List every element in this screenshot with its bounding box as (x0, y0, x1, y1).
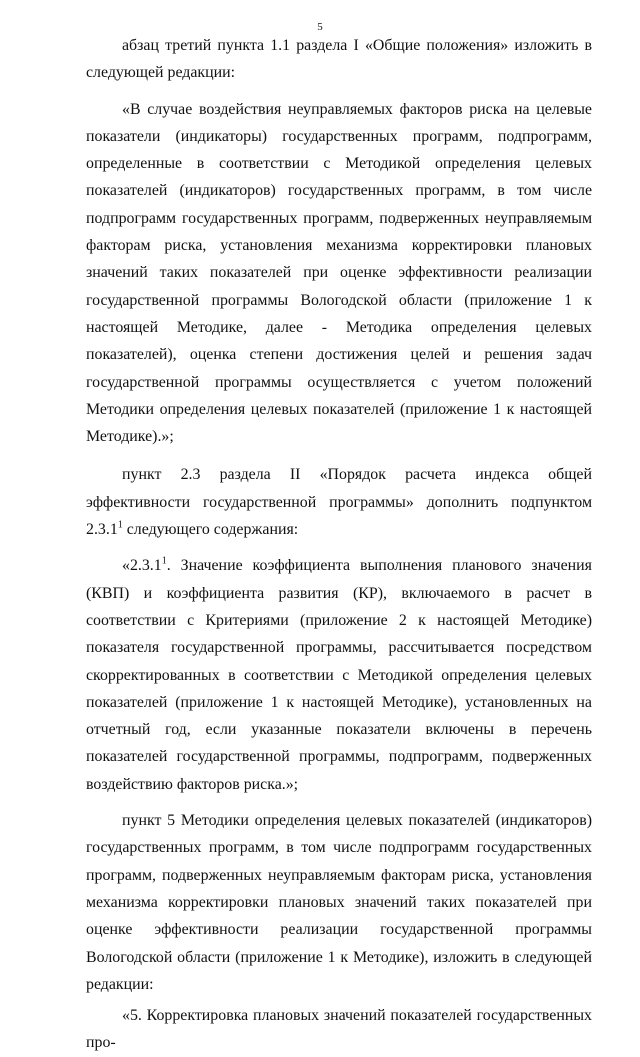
paragraph-text: «В случае воздействия неуправляемых факторов риска на целевые показатели (индикаторы) государственных программ, подпрограмм, определенные в соответствии с Методикой определения целевых показателей (индикаторов) государственных программ, в том числе подпрограмм государственных программ, подверженных неуправляемым факторам риска, установления механизма корректировки плановых значений таких показателей при оценке эффективности реализации государственной программы Вологодской области (приложение 1 к настоящей Методике, далее - Методика определения целевых показателей), оценка степени достижения целей и решения задач государственной программы осуществляется с учетом положений Методики определения целевых показателей (приложение 1 к настоящей Методике).»; (86, 100, 592, 446)
paragraph-text: пункт 2.3 раздела II «Порядок расчета индекса общей эффективности государственной программы» дополнить подпунктом 2.3.1 (86, 466, 592, 539)
paragraph-2-quoted-text (86, 96, 592, 451)
paragraph-5-item-5 (86, 807, 592, 998)
paragraph-text: абзац третий пункта 1.1 раздела I «Общие положения» изложить в следующей редакции: (86, 37, 592, 82)
paragraph-text: пункт 5 Методики определения целевых показателей (индикаторов) государственных программ, в том числе подпрограмм государственных программ, подверженных неуправляемым факторам риска, установления механизма корректировки плановых значений таких показателей при оценке эффективности реализации государственной программы Вологодской области (приложение 1 к Методике), изложить в следующей редакции: (86, 812, 592, 993)
paragraph-3-item-2-3 (86, 461, 592, 543)
document-body (86, 32, 592, 1057)
paragraph-4-subitem-2-3-1 (86, 552, 592, 798)
paragraph-1-amendment-intro (86, 32, 592, 87)
paragraph-text: следующего содержания: (122, 521, 299, 539)
page-number: 5 (317, 21, 323, 33)
paragraph-6-item-5-start (86, 1002, 592, 1057)
paragraph-text: . Значение коэффициента выполнения планового значения (КВП) и коэффициента развития (КР), включаемого в расчет в соответствии с Критериями (приложение 2 к настоящей Методике) показателя государственной программы, рассчитывается посредством скорректированных в соответствии с Методикой определения целевых показателей (приложение 1 к настоящей Методике), установленных на отчетный год, если указанные показатели включены в перечень показателей государственной программы, подпрограмм, подверженных воздействию факторов риска.»; (86, 557, 592, 793)
superscript-index: 1 (161, 556, 167, 568)
paragraph-text: «5. Корректировка плановых значений показателей государственных про- (86, 1007, 592, 1052)
paragraph-text: «2.3.1 (122, 557, 162, 575)
superscript-index: 1 (117, 519, 123, 531)
